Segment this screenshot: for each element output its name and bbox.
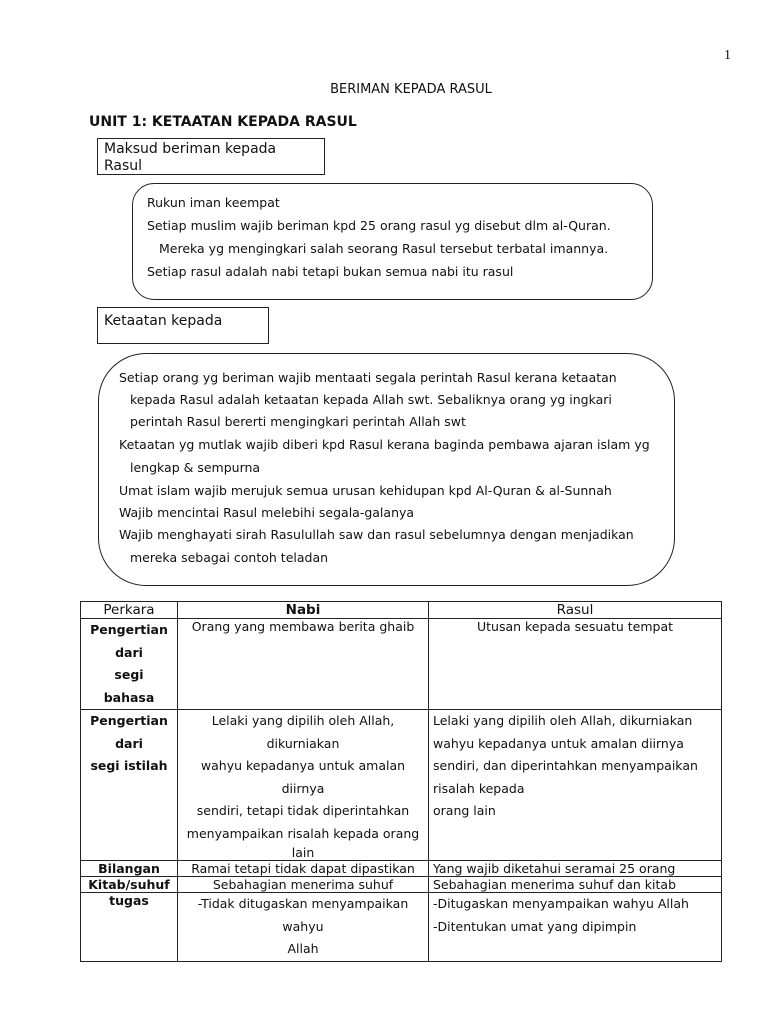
rasul-cell — [429, 893, 722, 962]
table-row — [81, 877, 722, 893]
table-row — [81, 861, 722, 877]
nabi-cell — [178, 877, 429, 893]
section2-line: Wajib menghayati sirah Rasulullah saw dan rasul sebelumnya dengan menjadikan — [119, 527, 634, 542]
cell-line: Lelaki yang dipilih oleh Allah, — [211, 713, 395, 728]
cell-line: orang lain — [433, 803, 496, 818]
cell-line: Orang yang membawa berita ghaib — [191, 619, 415, 634]
section2-line: Umat islam wajib merujuk semua urusan kehidupan kpd Al-Quran & al-Sunnah — [119, 483, 612, 498]
nabi-cell — [178, 619, 429, 710]
cell-line: bahasa — [103, 689, 155, 705]
cell-line: Sebahagian menerima suhuf — [212, 877, 394, 892]
cell-line: wahyu kepadanya untuk amalan — [200, 758, 406, 773]
section1-line: Rukun iman keempat — [147, 195, 280, 210]
cell-line: dari — [115, 644, 143, 660]
cell-line: dikurniakan — [266, 735, 340, 751]
row-header-cell — [81, 877, 178, 893]
section1-line: Mereka yg mengingkari salah seorang Rasul tersebut terbatal imannya. — [159, 241, 609, 256]
cell-line: sendiri, tetapi tidak diperintahkan — [196, 803, 410, 818]
table-row — [81, 619, 722, 710]
section1-content-box — [132, 183, 653, 300]
cell-line: lain — [291, 845, 315, 860]
unit-title: UNIT 1: KETAATAN KEPADA RASUL — [89, 114, 357, 130]
section2-line: mereka sebagai contoh teladan — [130, 550, 329, 565]
page-number: 1 — [724, 48, 731, 63]
cell-line: wahyu kepadanya untuk amalan diirnya — [433, 735, 684, 751]
rasul-cell — [429, 861, 722, 877]
comparison-table — [80, 601, 722, 962]
cell-line: dari — [115, 735, 143, 751]
cell-line: Utusan kepada sesuatu tempat — [476, 619, 674, 634]
table-row — [81, 893, 722, 962]
cell-line: segi istilah — [90, 758, 168, 773]
nabi-cell — [178, 861, 429, 877]
cell-line: tugas — [109, 893, 149, 908]
cell-line: risalah kepada — [433, 780, 525, 796]
cell-line: Lelaki yang dipilih oleh Allah, dikurniakan — [433, 713, 693, 728]
section1-line: Setiap rasul adalah nabi tetapi bukan semua nabi itu rasul — [147, 264, 514, 279]
section2-line: Ketaatan yg mutlak wajib diberi kpd Rasul kerana baginda pembawa ajaran islam yg — [119, 437, 650, 452]
section2-line: Wajib mencintai Rasul melebihi segala-galanya — [119, 505, 415, 520]
cell-line: Yang wajib diketahui seramai 25 orang — [433, 861, 676, 876]
cell-line: Allah — [287, 941, 319, 956]
section2-line: perintah Rasul bererti mengingkari perintah Allah swt — [130, 414, 466, 429]
row-header-cell — [81, 893, 178, 962]
cell-line: wahyu — [282, 918, 324, 934]
cell-line: segi — [114, 667, 144, 682]
section2-label: Ketaatan kepada — [104, 313, 223, 329]
row-header-cell — [81, 619, 178, 710]
table-header-row — [81, 602, 722, 619]
rasul-cell — [429, 619, 722, 710]
section1-line: Setiap muslim wajib beriman kpd 25 orang rasul yg disebut dlm al-Quran. — [147, 218, 611, 233]
section2-line: lengkap & sempurna — [130, 460, 261, 475]
cell-line: menyampaikan risalah kepada orang — [186, 825, 420, 841]
cell-line: sendiri, dan diperintahkan menyampaikan — [433, 758, 698, 773]
cell-line: Bilangan — [98, 861, 160, 876]
document-title: BERIMAN KEPADA RASUL — [330, 82, 492, 97]
table-row — [81, 710, 722, 861]
cell-line: Pengertian — [90, 713, 168, 728]
rasul-cell — [429, 710, 722, 861]
section1-label-box — [97, 138, 325, 175]
section2-content-box — [98, 353, 675, 586]
nabi-cell — [178, 710, 429, 861]
column-header: Perkara — [81, 602, 178, 619]
section2-label-box — [97, 307, 269, 344]
column-header: Nabi — [178, 602, 429, 619]
cell-line: Ramai tetapi tidak dapat dipastikan — [191, 861, 415, 876]
row-header-cell — [81, 710, 178, 861]
cell-line: Kitab/suhuf — [88, 877, 170, 892]
nabi-cell — [178, 893, 429, 962]
cell-line: -Ditugaskan menyampaikan wahyu Allah — [433, 896, 689, 911]
column-header: Rasul — [429, 602, 722, 619]
cell-line: -Ditentukan umat yang dipimpin — [433, 918, 637, 934]
cell-line: -Tidak ditugaskan menyampaikan — [197, 896, 409, 911]
cell-line: diirnya — [281, 780, 325, 796]
section1-label: Maksud beriman kepada Rasul — [104, 141, 277, 174]
cell-line: Sebahagian menerima suhuf dan kitab — [433, 877, 677, 892]
cell-line: Pengertian — [90, 622, 168, 637]
section2-line: Setiap orang yg beriman wajib mentaati segala perintah Rasul kerana ketaatan — [119, 370, 617, 385]
row-header-cell — [81, 861, 178, 877]
section2-line: kepada Rasul adalah ketaatan kepada Allah swt. Sebaliknya orang yg ingkari — [130, 392, 612, 407]
rasul-cell — [429, 877, 722, 893]
